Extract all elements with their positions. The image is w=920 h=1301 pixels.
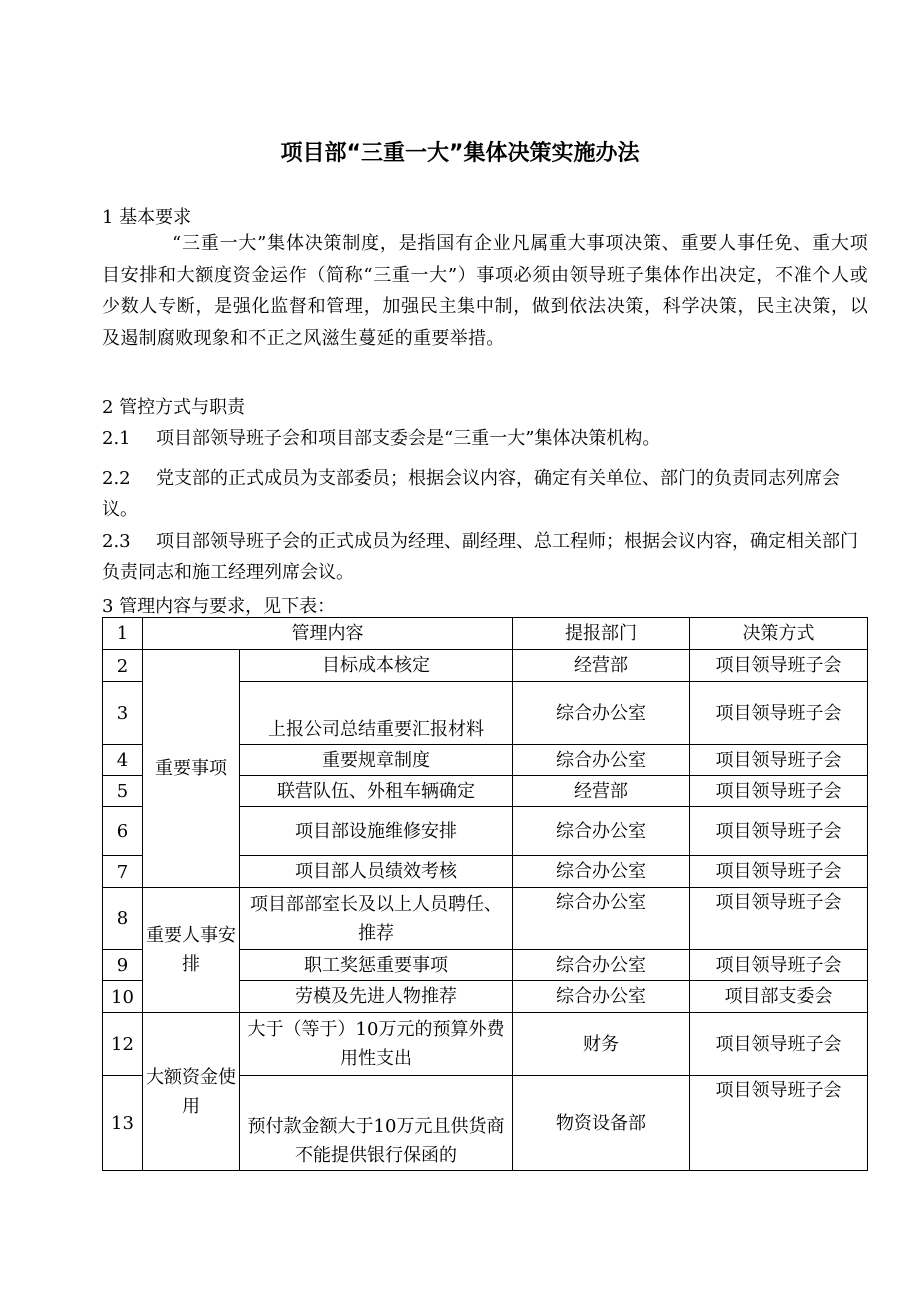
section-2-heading: 2 管控方式与职责	[102, 397, 246, 418]
group-cell: 重要人事安排	[143, 888, 240, 1013]
section-1-body: “三重一大”集体决策制度，是指国有企业凡属重大事项决策、重要人事任免、重大项目安排和大额度资金运作（简称“三重一大”）事项必须由领导班子集体作出决定，不准个人或少数人专断，是强化监督和管理，加强民主集中制，做到依法决策，科学决策，民主决策，以及遏制腐败现象和不正之风滋生蔓延的重要举措。	[102, 233, 868, 349]
row-dept: 财务	[513, 1013, 690, 1076]
row-no: 12	[103, 1013, 143, 1076]
row-item: 项目部设施维修安排	[240, 807, 513, 856]
row-item: 重要规章制度	[240, 745, 513, 776]
row-dept: 综合办公室	[513, 745, 690, 776]
row-item: 大于（等于）10万元的预算外费用性支出	[240, 1013, 513, 1076]
clause-2-1	[102, 423, 862, 454]
group-cell: 大额资金使用	[143, 1013, 240, 1171]
row-dept: 综合办公室	[513, 888, 690, 950]
row-no: 4	[103, 745, 143, 776]
row-dept: 经营部	[513, 650, 690, 682]
row-method: 项目领导班子会	[690, 950, 868, 981]
row-dept: 综合办公室	[513, 856, 690, 888]
row-item: 劳模及先进人物推荐	[240, 981, 513, 1013]
row-dept: 经营部	[513, 776, 690, 807]
clause-text: 项目部领导班子会和项目部支委会是“三重一大”集体决策机构。	[156, 428, 661, 449]
row-method: 项目领导班子会	[690, 776, 868, 807]
row-item: 项目部人员绩效考核	[240, 856, 513, 888]
row-item: 职工奖惩重要事项	[240, 950, 513, 981]
row-no: 3	[103, 682, 143, 745]
row-method: 项目领导班子会	[690, 1013, 868, 1076]
row-item: 预付款金额大于10万元且供货商不能提供银行保函的	[240, 1076, 513, 1171]
row-item: 目标成本核定	[240, 650, 513, 682]
header-dept: 提报部门	[513, 618, 690, 650]
table-row	[103, 888, 868, 950]
row-method: 项目领导班子会	[690, 745, 868, 776]
clause-2-2	[102, 463, 862, 525]
row-no: 10	[103, 981, 143, 1013]
row-no: 5	[103, 776, 143, 807]
row-no: 2	[103, 650, 143, 682]
row-method: 项目领导班子会	[690, 682, 868, 745]
row-no: 8	[103, 888, 143, 950]
clause-number: 2.2	[102, 468, 131, 489]
row-method: 项目领导班子会	[690, 856, 868, 888]
row-dept: 综合办公室	[513, 807, 690, 856]
clause-text: 党支部的正式成员为支部委员；根据会议内容，确定有关单位、部门的负责同志列席会议。	[102, 468, 840, 520]
row-method: 项目领导班子会	[690, 807, 868, 856]
table-header-row	[103, 618, 868, 650]
section-3-heading: 3 管理内容与要求，见下表：	[102, 596, 336, 617]
row-method: 项目领导班子会	[690, 888, 868, 950]
row-dept: 物资设备部	[513, 1076, 690, 1171]
section-1-heading: 1 基本要求	[102, 207, 192, 228]
row-dept: 综合办公室	[513, 682, 690, 745]
document-title: 项目部“三重一大”集体决策实施办法	[280, 141, 640, 166]
clause-number: 2.3	[102, 531, 131, 552]
table-row	[103, 650, 868, 682]
group-cell: 重要事项	[143, 650, 240, 888]
row-dept: 综合办公室	[513, 981, 690, 1013]
row-item: 上报公司总结重要汇报材料	[240, 682, 513, 745]
row-item: 联营队伍、外租车辆确定	[240, 776, 513, 807]
row-no: 7	[103, 856, 143, 888]
row-method: 项目领导班子会	[690, 1076, 868, 1171]
row-item: 项目部部室长及以上人员聘任、推荐	[240, 888, 513, 950]
clause-number: 2.1	[102, 428, 131, 449]
clause-2-3	[102, 526, 862, 588]
header-method: 决策方式	[690, 618, 868, 650]
row-method: 项目部支委会	[690, 981, 868, 1013]
header-content: 管理内容	[143, 618, 513, 650]
header-no: 1	[103, 618, 143, 650]
row-no: 9	[103, 950, 143, 981]
row-no: 6	[103, 807, 143, 856]
management-table	[102, 617, 868, 1171]
row-dept: 综合办公室	[513, 950, 690, 981]
row-method: 项目领导班子会	[690, 650, 868, 682]
clause-text: 项目部领导班子会的正式成员为经理、副经理、总工程师；根据会议内容，确定相关部门负责同志和施工经理列席会议。	[102, 531, 858, 583]
row-no: 13	[103, 1076, 143, 1171]
table-row	[103, 1013, 868, 1076]
